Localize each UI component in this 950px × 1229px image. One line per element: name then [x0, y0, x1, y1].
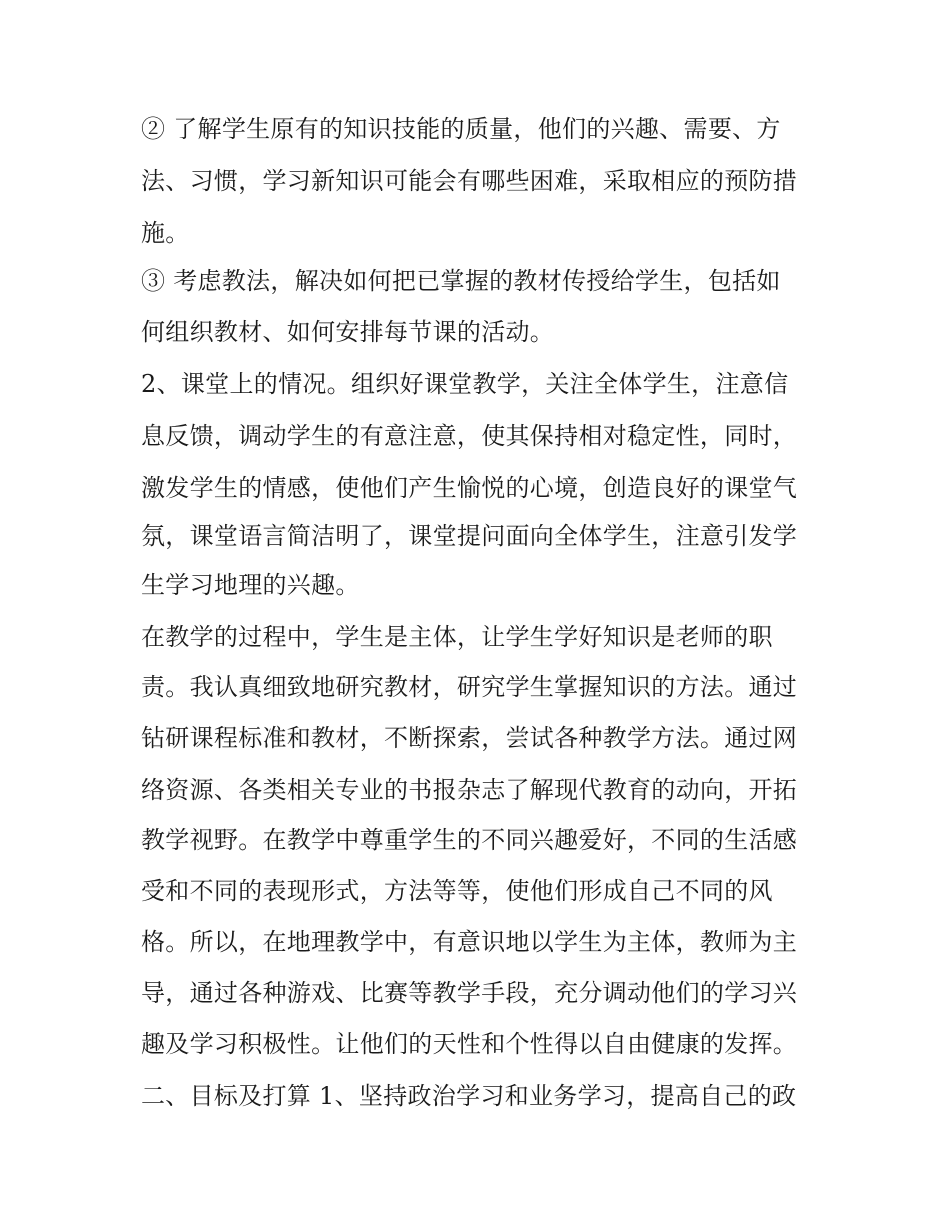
text-line: 何组织教材、如何安排每节课的活动。 — [141, 318, 555, 346]
text-line: 责。我认真细致地研究教材，研究学生掌握知识的方法。通过 — [141, 673, 798, 701]
text-line: 教学视野。在教学中尊重学生的不同兴趣爱好，不同的生活感 — [141, 826, 798, 854]
text-line: 施。 — [141, 219, 190, 247]
text-line: 钻研课程标准和教材，不断探索，尝试各种教学方法。通过网 — [141, 724, 798, 752]
text-line: 法、习惯，学习新知识可能会有哪些困难，采取相应的预防措 — [141, 167, 798, 195]
text-line: 激发学生的情感，使他们产生愉悦的心境，创造良好的课堂气 — [141, 474, 798, 502]
text-line: 受和不同的表现形式，方法等等，使他们形成自己不同的风 — [141, 877, 773, 905]
text-line: 生学习地理的兴趣。 — [141, 571, 360, 599]
text-line: 在教学的过程中，学生是主体，让学生学好知识是老师的职 — [141, 623, 773, 651]
text-line: 趣及学习积极性。让他们的天性和个性得以自由健康的发挥。 — [141, 1030, 798, 1058]
text-line: 2、课堂上的情况。组织好课堂教学，关注全体学生，注意信 — [141, 370, 789, 398]
text-line: 二、目标及打算 1、坚持政治学习和业务学习，提高自己的政 — [141, 1082, 797, 1110]
text-line: ③ 考虑教法，解决如何把已掌握的教材传授给学生，包括如 — [141, 267, 781, 295]
text-line: 络资源、各类相关专业的书报杂志了解现代教育的动向，开拓 — [141, 776, 798, 804]
text-line: 息反馈，调动学生的有意注意，使其保持相对稳定性，同时， — [141, 422, 798, 450]
text-line: ② 了解学生原有的知识技能的质量，他们的兴趣、需要、方 — [141, 115, 781, 143]
text-line: 氛，课堂语言简洁明了，课堂提问面向全体学生，注意引发学 — [141, 522, 798, 550]
text-line: 格。所以，在地理教学中，有意识地以学生为主体，教师为主 — [141, 928, 798, 956]
text-line: 导，通过各种游戏、比赛等教学手段，充分调动他们的学习兴 — [141, 979, 798, 1007]
